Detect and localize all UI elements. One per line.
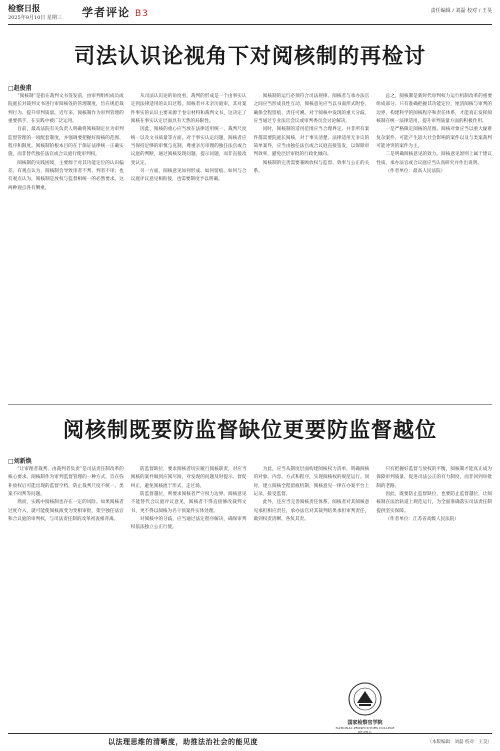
paragraph: 只有把握好监督与放权的平衡，阅核制才能真正成为保障审判质量、促进司法公正的有力制度，而非回到审批制的老路。 xyxy=(376,467,492,489)
editor-info: 责任编辑 / 刘磊 校对 / 王昊 xyxy=(430,8,492,14)
paragraph: 阅核制的运行必须符合司法规律。阅核者与承办法官之间应当形成良性互动，阅核意见应当以书面形式附卷，确保全程留痕、责任可溯。对于阅核中发现的重大分歧，应当通过专业法官会议或审判委员会讨论解决。 xyxy=(253,94,370,125)
article1-body xyxy=(8,93,492,395)
paragraph: 总之，阅核制是新时代审判权力运行机制改革的重要组成部分。只有准确把握其功能定位，厘清阅核与审判的边界，构建科学的阅核程序和责任体系，才能真正发挥阅核制在统一法律适用、提升审判质量方面的积极作用。 xyxy=(376,94,492,125)
college-name-english: NATIONAL PROSECUTORS COLLEGE OF P.R.C. xyxy=(335,726,395,734)
section-title xyxy=(82,4,149,20)
paragraph: 一是严格限定阅核的范围。阅核对象应当以重大疑难复杂案件、可能产生较大社会影响的案件以及与类案裁判可能冲突的案件为主。 xyxy=(376,127,492,150)
paper-name: 检察日报 xyxy=(8,3,40,13)
article2-column-2 xyxy=(131,466,247,728)
article1-column-1 xyxy=(8,93,124,395)
college-name: 国家检察官学院 xyxy=(347,720,383,726)
paragraph: 因此，阅核的重心应当放在法律适用统一、裁判尺度统一以及文书质量等方面。对于事实认定问题，阅核者应当保持足够的审慎与克制，尊重亲历审理的独任法官或合议庭的判断，通过阅核发现问题、提示问题，而非直接改变认定。 xyxy=(130,127,247,166)
article1-headline: 司法认识论视角下对阅核制的再检讨 xyxy=(74,44,426,68)
paragraph: 另一方面，阅核意见如何形成、如何留痕、如何与合议庭评议意见相衔接，也需要制度予以明确。 xyxy=(130,169,247,183)
article2-headline: 阅核制既要防监督缺位更要防监督越位 xyxy=(63,418,437,442)
paragraph: “阅核制”是指在裁判文书签发前，由审判组织成员或院庭长对裁判文书进行审阅核签的管理制度，旨在规范裁判行为、提升审判质量。近年来，阅核制作为审判管理的重要抓手，在实践中被广泛运用。 xyxy=(8,94,124,125)
college-emblem-icon xyxy=(335,681,395,719)
paragraph: 防监督缺位，要求阅核者切实履行阅核职责，对应当阅核的案件做到应阅尽阅，对发现的问题及时提示、督促纠正，避免阅核流于形式、走过场。 xyxy=(130,467,247,489)
paragraph: 同时，阅核制的适用范围应当合理界定。并非所有案件都需要院庭长阅核，对于事实清楚、法律适用无争议的简单案件，应当由独任法官或合议庭直接签发，以保障审判效率，避免层层审批的行政化倾向。 xyxy=(253,127,370,158)
author-note: （作者单位：最高人民法院） xyxy=(385,169,446,175)
paragraph: 防监督越位，则要求阅核者严守权力边界。阅核意见不能替代合议庭评议意见，阅核者不得直接修改裁判文书，更不得以阅核为名干预案件实体处理。 xyxy=(130,492,247,514)
paragraph: 目前，最高法院有关负责人明确将阅核制定位为审判监督管理的一项配套制度，并强调要把握好阅核的范围、程序和限度。阅核制的根本目的在于保证法律统一正确实施，而非替代独任法官或合议庭行使审判权。 xyxy=(8,127,124,158)
page-number: B3 xyxy=(135,9,149,19)
paragraph: 因此，既要防止监督缺位，也要防止监督越位，让阅核制在法治轨道上规范运行，为全面准确落实司法责任制提供坚实保障。 xyxy=(376,492,492,514)
article1-column-4 xyxy=(376,93,492,395)
issue-date: 2025年9月10日 星期三 xyxy=(8,15,62,21)
author-note: （作者单位：江苏省高级人民法院） xyxy=(385,517,459,523)
footer-slogan: 以法理思维的清晰度，助推法治社会的能见度 xyxy=(108,738,258,746)
paragraph: 然而，实践中阅核制也存在一定的风险。如果阅核者过度介入，就可能使阅核演变为变相审批，架空独任法官和合议庭的审判权，与司法责任制的改革初衷相背离。 xyxy=(8,500,124,523)
paragraph: 二是明确阅核意见的效力。阅核意见原则上属于建议性质，承办法官或合议庭应当认真研究并作出说明。 xyxy=(376,152,492,166)
paragraph: 此外，还应当完善阅核责任体系。阅核者对其阅核意见承担相应责任，承办法官对其裁判结果承担审判责任，做到权责清晰、各负其责。 xyxy=(253,500,370,523)
paragraph: “让审理者裁判、由裁判者负责”是司法责任制改革的核心要求。阅核制作为审判监督管理的一种方式，旨在弥补放权后可能出现的监督空档，防止裁判尺度不统一、类案不同判等问题。 xyxy=(8,467,124,498)
header-rule xyxy=(8,24,492,25)
article-separator xyxy=(8,404,492,405)
paragraph: 阅核制的实践困境，主要源于对其功能定位的认识偏差。有观点认为，阅核制会导致审者不判、判者不审；也有观点认为，阅核制是放权与监督相统一的必然要求。这两种观点各有侧重。 xyxy=(8,160,124,191)
article1-column-2 xyxy=(131,93,247,395)
footer-editor: （本版编辑：刘磊 校对：王昊） xyxy=(427,740,492,745)
article1-column-3 xyxy=(254,93,370,395)
article2-author: □刘新焕 xyxy=(8,458,32,465)
paragraph: 阅核制的完善需要兼顾放权与监督、效率与公正的关系。 xyxy=(253,160,370,175)
article1-author: □赵俊甫 xyxy=(8,85,32,92)
paragraph: 为此，应当从制度层面构建阅核权力清单，明确阅核的对象、内容、方式和程序，实现阅核权的规范运行。同时，建立阅核全程留痕机制，阅核意见一律在办案平台上记录，接受监督。 xyxy=(253,467,370,498)
college-advertisement xyxy=(335,681,395,734)
article2-body xyxy=(8,466,492,728)
paragraph: 从司法认识论的角度看，裁判的形成是一个由事实认定到法律适用的认识过程。阅核者并未亲历庭审，其对案件事实的认识主要来源于卷宗材料和裁判文书，这决定了阅核在事实认定层面具有天然的局限性。 xyxy=(130,94,247,125)
article2-column-1 xyxy=(8,466,124,728)
page-header xyxy=(0,0,500,26)
section-name: 学者评论 xyxy=(82,6,130,19)
page-footer xyxy=(8,733,492,748)
paragraph: 对阅核中的分歧，应当通过法定程序解决，确保审判权依法独立公正行使。 xyxy=(130,517,247,531)
